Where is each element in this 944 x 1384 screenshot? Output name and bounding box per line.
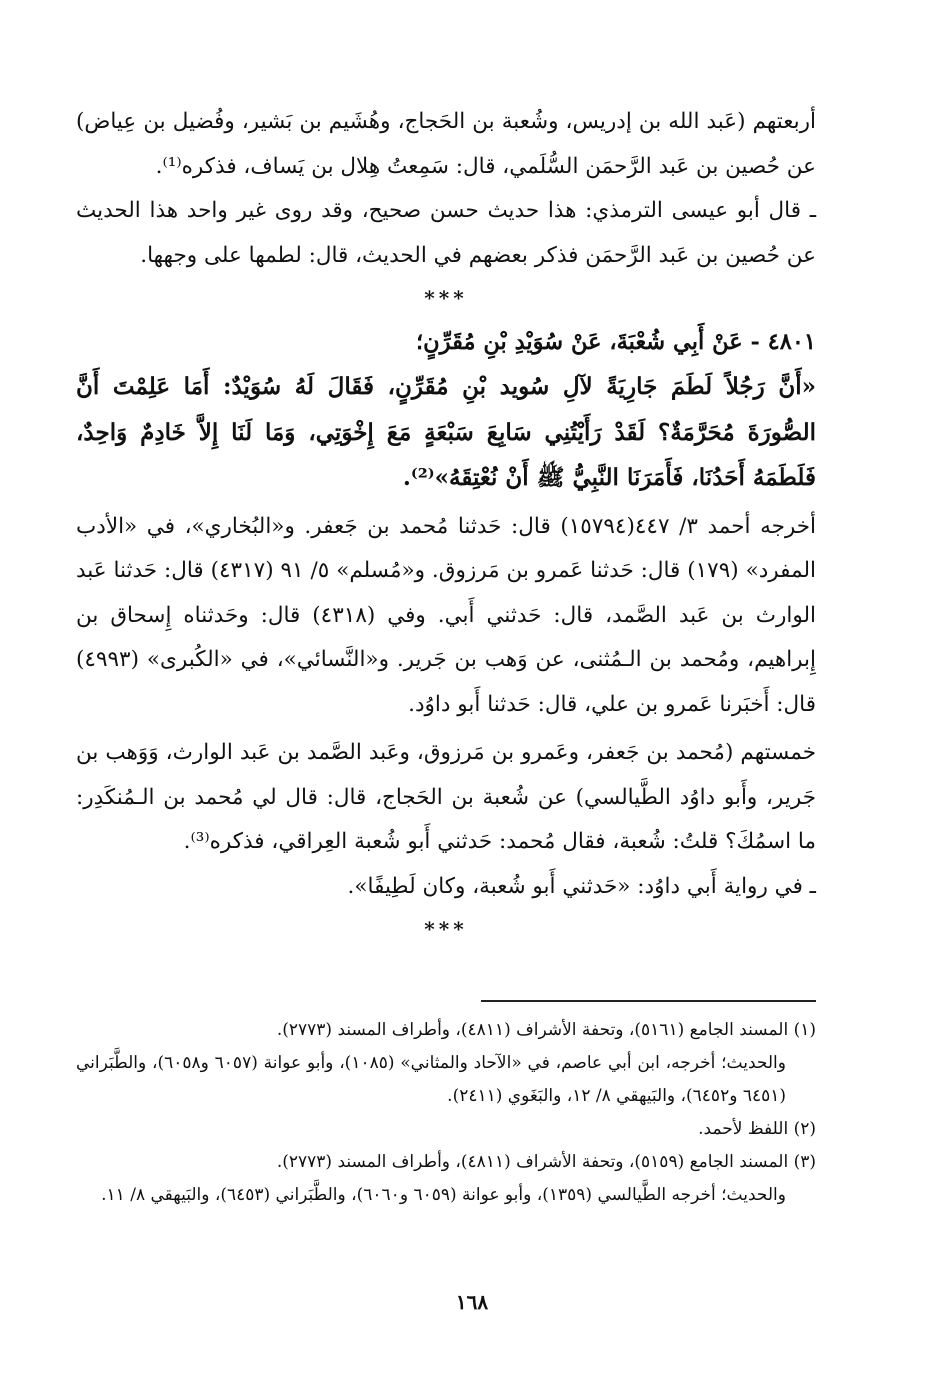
paragraph-tirmidhi-comment: ـ قال أبو عيسى الترمذي: هذا حديث حسن صحيح، وقد روى غير واحد هذا الحديث عن حُصين بن عَبد الرَّحمَن فذكر بعضهم في الحديث، قال: لطمها على وجهها. [76,198,816,268]
footnote-2: (٢) اللفظ لأحمد. [698,1119,816,1139]
paragraph-abu-dawud-narration: ـ في رواية أَبي داوُد: «حَدثني أَبو شُعبة، وكان لَطِيفًا». [347,873,816,899]
footnote-3: (٣) المسند الجامع (٥١٥٩)، وتحفة الأشراف (٤٨١١)، وأطراف المسند (٢٧٧٣). [276,1152,816,1172]
footnote-1-continuation: والحديث؛ أخرجه، ابن أبي عاصم، في «الآحاد والمثاني» (١٠٨٥)، وأبو عوانة (٦٠٥٧ و٦٠٥٨)، والطَّبَراني (٦٤٥١ و٦٤٥٢)، والبَيهقي ٨/ ١٢، والبَغَوي (٢٤١١). [76,1053,786,1106]
hadith-text: «أَنَّ رَجُلاً لَطَمَ جَارِيَةً لآلِ سُويد بْنِ مُقَرِّنٍ، فَقَالَ لَهُ سُوَيْدٌ: أَمَا عَلِمْتَ أَنَّ الصُّورَةَ مُحَرَّمَةٌ؟ لَقَدْ رَأَيْتُنِي سَابِعَ سَبْعَةٍ مَعَ إِخْوَتِي، وَمَا لَنَا إِلاَّ خَادِمٌ وَاحِدٌ، فَلَطَمَهُ أَحَدُنَا، فَأَمَرَنَا النَّبِيُّ ﷺ أَنْ نُعْتِقَهُ»⁽²⁾. [76,373,816,491]
paragraph-narrators: خمستهم (مُحمد بن جَعفر، وعَمرو بن مَرزوق، وعَبد الصَّمد بن عَبد الوارث، وَوَهب بن جَرير، وأَبو داوُد الطَّيالسي) عن شُعبة بن الحَجاج، قال: قال لي مُحمد بن الـمُنكَدِر: ما اسمُكَ؟ قلتُ: شُعبة، فقال مُحمد: حَدثني أَبو شُعبة العِراقي، فذكره⁽³⁾. [76,740,816,854]
footnote-3-continuation: والحديث؛ أخرجه الطَّيالسي (١٣٥٩)، وأبو عوانة (٦٠٥٩ و٦٠٦٠)، والطَّبَراني (٦٤٥٣)، والبَيهقي ٨/ ١١. [101,1185,786,1205]
section-separator-end: *** [424,917,468,941]
paragraph-chain-summary: أربعتهم (عَبد الله بن إدريس، وشُعبة بن الحَجاج، وهُشَيم بن بَشير، وفُضيل بن عِياض) عن حُصين بن عَبد الرَّحمَن السُّلَمي، قال: سَمِعتُ هِلال بن يَساف، فذكره⁽¹⁾. [76,109,816,179]
paragraph-takhrij: أخرجه أحمد ٣/ ٤٤٧(١٥٧٩٤) قال: حَدثنا مُحمد بن جَعفر. و«البُخاري»، في «الأدب المفرد» (١٧٩) قال: حَدثنا عَمرو بن مَرزوق. و«مُسلم» ٥/ ٩١ (٤٣١٧) قال: حَدثنا عَبد الوارث بن عَبد الصَّمد، قال: حَدثني أَبي. وفي (٤٣١٨) قال: وحَدثناه إِسحاق بن إِبراهيم، ومُحمد بن الـمُثنى، عن وَهب بن جَرير. و«النَّسائي»، في «الكُبرى» (٤٩٩٣) قال: أَخبَرنا عَمرو بن علي، قال: حَدثنا أَبو داوُد. [76,513,817,717]
page-number: ١٦٨ [455,1290,489,1314]
footnote-1: (١) المسند الجامع (٥١٦١)، وتحفة الأشراف (٤٨١١)، وأطراف المسند (٢٧٧٣). [276,1020,816,1040]
section-separator: *** [424,286,468,310]
footnotes [76,1014,816,1212]
hadith-heading: ٤٨٠١ - عَنْ أَبِي شُعْبَةَ، عَنْ سُوَيْدِ بْنِ مُقَرِّنٍ؛ [415,329,816,355]
footnote-rule [481,1000,816,1002]
